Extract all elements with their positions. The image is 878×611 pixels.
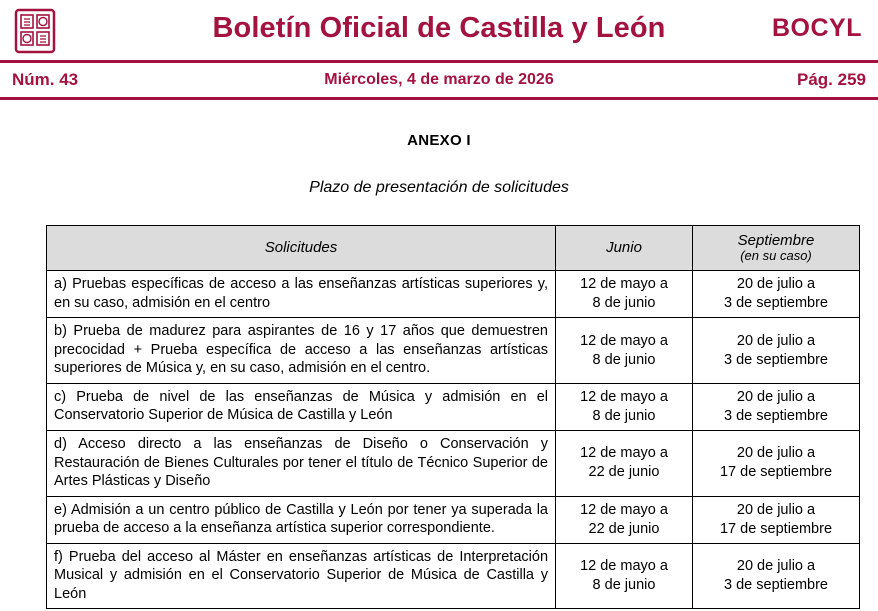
row-junio-line1: 12 de mayo a bbox=[580, 445, 668, 462]
row-junio bbox=[556, 496, 693, 543]
row-description bbox=[47, 271, 556, 318]
row-septiembre bbox=[693, 318, 860, 384]
table-row bbox=[47, 543, 860, 609]
row-junio-line2: 8 de junio bbox=[592, 295, 656, 312]
row-septiembre-line2: 3 de septiembre bbox=[724, 407, 828, 424]
row-description bbox=[47, 431, 556, 497]
row-description bbox=[47, 496, 556, 543]
row-septiembre bbox=[693, 383, 860, 430]
masthead bbox=[0, 0, 878, 58]
row-septiembre-line2: 3 de septiembre bbox=[724, 351, 828, 368]
row-description-text: Acceso directo a las enseñanzas de Diseño o Conservación y Restauración de Bienes Culturales por tener el título de Técnico Superior de Artes Plásticas y Diseño bbox=[54, 436, 548, 490]
row-junio-line2: 8 de junio bbox=[592, 407, 656, 424]
row-junio-line1: 12 de mayo a bbox=[580, 276, 668, 293]
row-marker: b) bbox=[54, 323, 67, 340]
row-septiembre-line2: 17 de septiembre bbox=[719, 464, 833, 481]
row-description bbox=[47, 318, 556, 384]
row-junio bbox=[556, 383, 693, 430]
publication-title: Boletín Oficial de Castilla y León bbox=[212, 12, 666, 44]
row-septiembre-line1: 20 de julio a bbox=[736, 501, 816, 518]
row-septiembre-line1: 20 de julio a bbox=[736, 276, 816, 293]
row-marker: e) bbox=[54, 501, 67, 518]
row-junio-line1: 12 de mayo a bbox=[580, 332, 668, 349]
table-body bbox=[47, 271, 860, 609]
row-marker: a) bbox=[54, 276, 67, 293]
column-header-septiembre-label: Septiembre bbox=[737, 232, 815, 249]
table-row bbox=[47, 318, 860, 384]
row-septiembre-line1: 20 de julio a bbox=[736, 332, 816, 349]
table-row bbox=[47, 496, 860, 543]
page-number: Pág. 259 bbox=[797, 70, 866, 89]
document-content bbox=[0, 132, 878, 609]
table-row bbox=[47, 271, 860, 318]
row-junio-line1: 12 de mayo a bbox=[580, 558, 668, 575]
row-description-text: Prueba de madurez para aspirantes de 16 y 17 años que demuestren precocidad + Prueba específica de acceso a las enseñanzas artísticas superiores de Música y, en su caso, admisión en el centro. bbox=[54, 323, 548, 377]
row-junio-line1: 12 de mayo a bbox=[580, 389, 668, 406]
publication-date: Miércoles, 4 de marzo de 2026 bbox=[324, 71, 554, 88]
row-septiembre bbox=[693, 496, 860, 543]
row-junio bbox=[556, 431, 693, 497]
row-marker: d) bbox=[54, 436, 67, 453]
table-row bbox=[47, 431, 860, 497]
row-septiembre-line2: 3 de septiembre bbox=[724, 295, 828, 312]
row-septiembre bbox=[693, 431, 860, 497]
row-description-text: Prueba del acceso al Máster en enseñanzas artísticas de Interpretación Musical y admisión en el Conservatorio Superior de Música de Castilla y León bbox=[54, 548, 549, 602]
row-junio-line2: 22 de junio bbox=[588, 520, 660, 537]
column-header-junio: Junio bbox=[556, 226, 693, 271]
column-header-septiembre-note: (en su caso) bbox=[740, 248, 812, 264]
annex-title: ANEXO I bbox=[407, 132, 471, 149]
row-septiembre-line2: 17 de septiembre bbox=[719, 520, 833, 537]
row-junio bbox=[556, 318, 693, 384]
column-header-septiembre bbox=[693, 226, 860, 271]
section-subtitle: Plazo de presentación de solicitudes bbox=[309, 179, 569, 196]
row-description bbox=[47, 543, 556, 609]
row-septiembre-line1: 20 de julio a bbox=[736, 445, 816, 462]
row-junio-line2: 8 de junio bbox=[592, 577, 656, 594]
row-marker: c) bbox=[54, 388, 67, 405]
issue-number: Núm. 43 bbox=[12, 70, 79, 89]
row-junio-line2: 8 de junio bbox=[592, 351, 656, 368]
row-septiembre-line2: 3 de septiembre bbox=[724, 577, 828, 594]
row-marker: f) bbox=[54, 548, 63, 565]
row-junio-line1: 12 de mayo a bbox=[580, 501, 668, 518]
table-row bbox=[47, 383, 860, 430]
row-septiembre-line1: 20 de julio a bbox=[736, 558, 816, 575]
table-header bbox=[47, 226, 860, 271]
table-header-row bbox=[47, 226, 860, 271]
page-header-bar bbox=[0, 60, 878, 100]
row-junio-line2: 22 de junio bbox=[588, 464, 660, 481]
row-description-text: Pruebas específicas de acceso a las enseñanzas artísticas superiores y, en su caso, admisión en el centro bbox=[54, 276, 549, 311]
row-septiembre-line1: 20 de julio a bbox=[736, 389, 816, 406]
row-description-text: Admisión a un centro público de Castilla y León por tener ya superada la prueba de acceso a la enseñanza artística superior correspondiente. bbox=[54, 501, 548, 537]
row-septiembre bbox=[693, 271, 860, 318]
row-junio bbox=[556, 271, 693, 318]
deadlines-table bbox=[46, 225, 860, 609]
row-description-text: Prueba de nivel de las enseñanzas de Música y admisión en el Conservatorio Superior de Música de Castilla y León bbox=[54, 388, 548, 424]
row-junio bbox=[556, 543, 693, 609]
bocyl-logo: BOCYL bbox=[772, 14, 862, 42]
row-septiembre bbox=[693, 543, 860, 609]
column-header-solicitudes: Solicitudes bbox=[47, 226, 556, 271]
row-description bbox=[47, 383, 556, 430]
